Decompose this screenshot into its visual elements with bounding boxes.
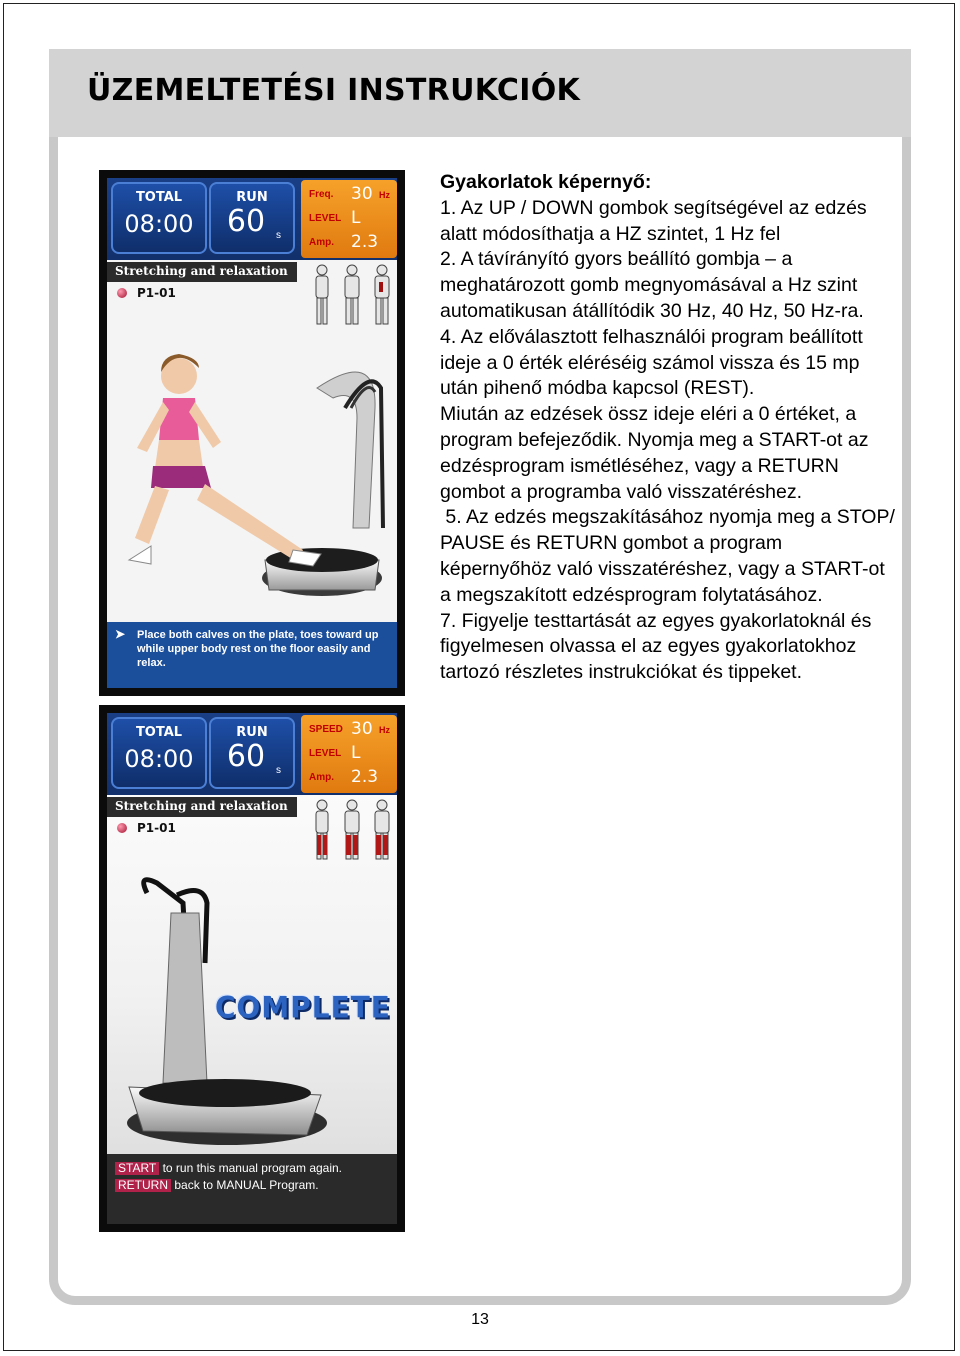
screen-hud [107, 713, 397, 795]
instruction-2: 2. A távírányító gyors beállító gombja – a meghatározott gomb megnyomásával a Hz szint automatikusan átállítódik 30 Hz, 40 Hz, 50 Hz-ra. [440, 248, 864, 322]
program-code: P1-01 [115, 821, 176, 835]
level-row [307, 743, 397, 765]
params-panel [301, 180, 397, 258]
section-bar: Stretching and relaxation [107, 797, 297, 817]
speed-label: SPEED [309, 724, 343, 735]
run-value: 60 [226, 204, 266, 239]
amp-row [307, 232, 397, 254]
screen-hud [107, 178, 397, 260]
freq-unit: Hz [379, 190, 390, 200]
freq-row [307, 184, 397, 206]
run-value: 60 [226, 739, 266, 774]
complete-label: COMPLETE [215, 990, 391, 1025]
instructions-heading: Gyakorlatok képernyő: [440, 171, 652, 193]
section-bar: Stretching and relaxation [107, 262, 297, 282]
speed-unit: Hz [379, 725, 390, 735]
params-panel [301, 715, 397, 793]
total-value: 08:00 [124, 745, 194, 773]
freq-label: Freq. [309, 189, 334, 200]
level-value: L [351, 208, 361, 228]
total-value: 08:00 [124, 210, 194, 238]
speed-value: 30 [351, 719, 373, 739]
run-unit: s [276, 765, 281, 776]
instruction-5: 5. Az edzés megszakításához nyomja meg a STOP/ PAUSE és RETURN gombot a program képernyőhöz való visszatéréshez, vagy a START-ot a megszakított edzésprogram folytatásához. [440, 506, 901, 606]
instructions-text [440, 170, 901, 686]
total-panel [111, 717, 207, 789]
return-tag: RETURN [115, 1179, 171, 1192]
level-label: LEVEL [309, 213, 342, 224]
amp-row [307, 767, 397, 789]
complete-instructions-bar [107, 1154, 397, 1224]
exercise-illustration [107, 328, 397, 628]
run-unit: s [276, 230, 281, 241]
amp-value: 2.3 [351, 232, 379, 252]
instruction-4: 4. Az előválasztott felhasználói program beállított ideje a 0 érték eléréséig számol vissza és 15 mp után pihenő módba kapcsol (REST). [440, 325, 863, 400]
speed-row [307, 719, 397, 741]
page-title: ÜZEMELTETÉSI INSTRUKCIÓK [87, 73, 581, 108]
total-panel [111, 182, 207, 254]
tip-text: ➤ Place both calves on the plate, toes toward up while upper body rest on the floor easily and relax. [107, 622, 397, 688]
run-label: RUN [236, 190, 268, 205]
program-code: P1-01 [115, 286, 176, 300]
amp-value: 2.3 [351, 767, 379, 787]
amp-label: Amp. [309, 237, 334, 248]
instruction-4b: Miután az edzések össz ideje eléri a 0 értéket, a program befejeződik. Nyomja meg a START-ot az edzésprogram ismétléséhez, vagy a RETURN gombot a programba való visszatéréshez. [440, 403, 869, 503]
level-label: LEVEL [309, 748, 342, 759]
freq-value: 30 [351, 184, 373, 204]
level-value: L [351, 743, 361, 763]
instruction-7: 7. Figyelje testtartását az egyes gyakorlatoknál és figyelmesen olvassa el az egyes gyakorlatokhoz tartozó részletes instrukciókat és tippeket. [440, 609, 872, 684]
instruction-1: 1. Az UP / DOWN gombok segítségével az edzés alatt módosíthatja a HZ szintet, 1 Hz fel [440, 196, 867, 245]
run-label: RUN [236, 725, 268, 740]
total-label: TOTAL [135, 190, 183, 205]
start-text: to run this manual program again. [162, 1161, 343, 1175]
exercise-screen-image [99, 170, 405, 696]
run-panel [209, 717, 295, 789]
run-panel [209, 182, 295, 254]
level-row [307, 208, 397, 230]
complete-screen-image [99, 705, 405, 1232]
muscle-figures-icon [307, 797, 397, 863]
page-header [49, 49, 911, 137]
start-tag: START [115, 1162, 159, 1175]
muscle-figures-icon [307, 262, 397, 328]
amp-label: Amp. [309, 772, 334, 783]
page-number: 13 [471, 1311, 489, 1328]
total-label: TOTAL [135, 725, 183, 740]
return-text: back to MANUAL Program. [174, 1178, 319, 1192]
